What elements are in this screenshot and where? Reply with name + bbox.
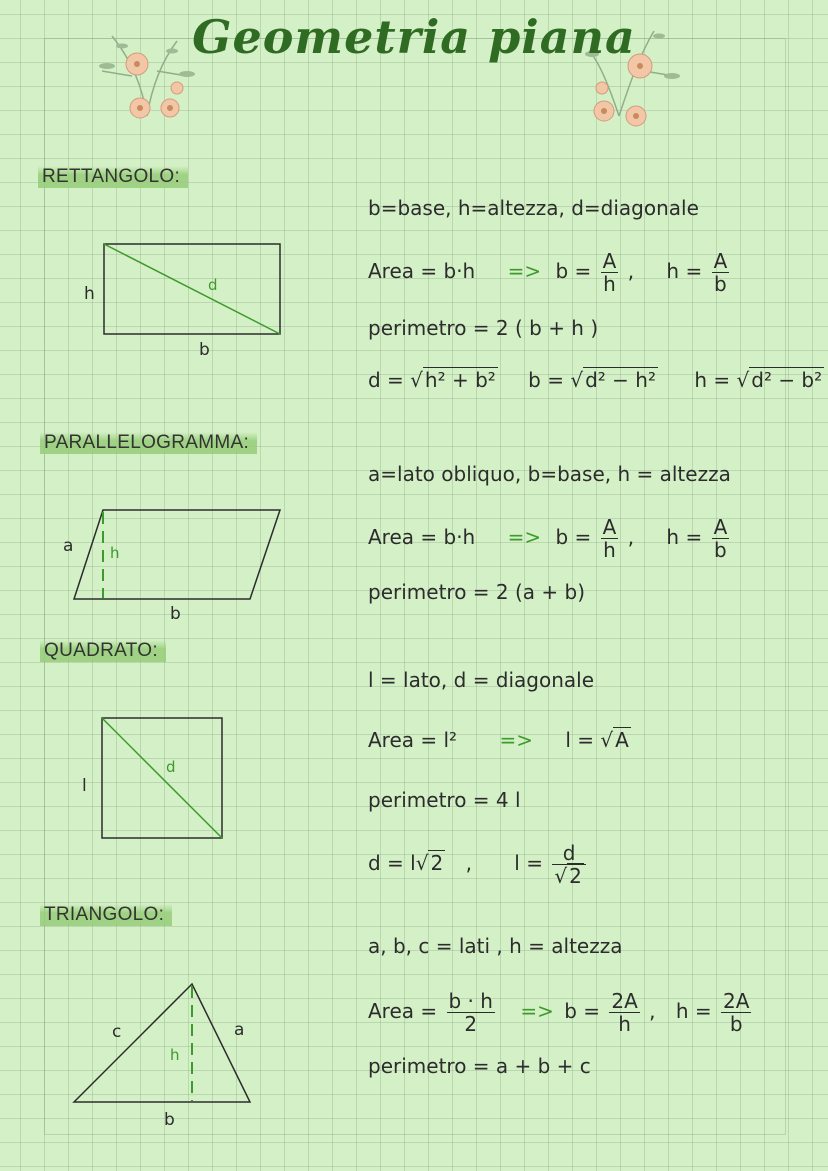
frac-den: b (714, 538, 727, 562)
para-h-label: h (110, 544, 120, 562)
rect-b-formula: b = (528, 368, 571, 392)
rect-perimetro: perimetro = 2 ( b + h ) (368, 316, 599, 340)
tri-area-line (368, 990, 754, 1035)
tri-b-label: b (164, 1110, 175, 1130)
frac-den: √ 2 (554, 864, 582, 888)
rectangle-figure (100, 240, 286, 340)
rect-h-eq: h = (666, 259, 703, 283)
square-l-fraction (552, 842, 585, 887)
square-l-eq2: l = (514, 851, 543, 875)
section-label-rettangolo: RETTANGOLO: (38, 166, 188, 188)
tri-h-fraction (721, 990, 751, 1035)
frac-den: h (603, 272, 616, 296)
para-h-fraction (712, 516, 730, 561)
square-diagonal (102, 718, 222, 838)
square-area-line (368, 728, 631, 752)
sqrt-symbol: √ (736, 368, 750, 392)
triangle-figure (70, 980, 256, 1108)
sqrt-symbol: √ (600, 728, 614, 752)
frac-num: b · h (448, 989, 493, 1013)
rect-d-formula: d = (368, 368, 411, 392)
para-h-eq: h = (666, 525, 703, 549)
tri-c-label: c (112, 1022, 122, 1042)
rect-b-label: b (199, 340, 210, 360)
tri-area: Area = (368, 999, 438, 1023)
square-d-eq: d = l (368, 851, 416, 875)
para-definitions: a=lato obliquo, b=base, h = altezza (368, 462, 731, 486)
parallelogram-outline (74, 510, 280, 599)
rect-b-radicand: d² − h² (585, 368, 656, 392)
square-figure (98, 714, 226, 842)
frac-num: A (713, 515, 728, 539)
rect-area-line (368, 250, 732, 295)
frac-den: h (618, 1012, 631, 1036)
square-l-label: l (82, 776, 87, 796)
frac-den: 2 (464, 1012, 478, 1036)
rect-roots-line (368, 368, 824, 392)
para-arrow: => (507, 525, 542, 549)
frac-num: d (552, 842, 585, 865)
comma: , (627, 259, 635, 283)
rectangle-diagonal (104, 244, 280, 334)
rect-h-label: h (84, 284, 95, 304)
sqrt-symbol: √ (415, 851, 429, 875)
frac-num: 2A (723, 989, 750, 1013)
frac-den: b (714, 272, 727, 296)
tri-arrow: => (520, 999, 554, 1023)
tri-perimetro: perimetro = a + b + c (368, 1054, 591, 1078)
parallelogram-figure (70, 506, 286, 604)
tri-b-fraction (609, 990, 639, 1035)
square-perimetro: perimetro = 4 l (368, 788, 521, 812)
page-title: Geometria piana (192, 10, 636, 64)
square-l-radicand: A (615, 728, 629, 752)
triangle-outline (74, 984, 250, 1102)
para-a-label: a (63, 536, 74, 556)
section-label-parallelogramma: PARALLELOGRAMMA: (40, 432, 257, 454)
tri-h-label: h (170, 1046, 180, 1064)
frac-den: h (603, 538, 616, 562)
rect-h-fraction (712, 250, 730, 295)
rect-h-radicand: d² − b² (751, 368, 823, 392)
rect-d-label: d (208, 276, 218, 294)
tri-area-fraction (447, 990, 495, 1035)
para-b-eq: b = (555, 525, 592, 549)
para-b-fraction (601, 516, 619, 561)
square-d-radicand: 2 (430, 851, 444, 875)
square-l-eq: l = (565, 728, 601, 752)
frac-num: A (713, 249, 728, 273)
tri-h-eq: h = (675, 999, 712, 1023)
tri-a-label: a (234, 1020, 245, 1040)
section-label-triangolo: TRIANGOLO: (40, 904, 172, 926)
sqrt-symbol: √ (410, 368, 423, 392)
frac-num: A (602, 249, 617, 273)
rect-area: Area = b·h (368, 259, 476, 283)
comma: , (649, 999, 656, 1023)
square-area: Area = l² (368, 728, 458, 752)
square-d-label: d (166, 758, 176, 776)
sqrt-symbol: √ (570, 368, 584, 392)
para-area: Area = b·h (368, 525, 476, 549)
frac-den-radicand: 2 (569, 864, 582, 888)
rect-definitions: b=base, h=altezza, d=diagonale (368, 196, 699, 220)
frac-den: b (729, 1012, 743, 1036)
rect-b-eq: b = (555, 259, 592, 283)
para-perimetro: perimetro = 2 (a + b) (368, 580, 586, 604)
rect-b-fraction (601, 250, 619, 295)
rect-h-formula: h = (694, 368, 737, 392)
rect-d-radicand: h² + b² (424, 368, 496, 392)
square-diag-line (368, 842, 589, 887)
tri-definitions: a, b, c = lati , h = altezza (368, 934, 623, 958)
square-arrow: => (499, 728, 533, 752)
frac-num: 2A (611, 989, 638, 1013)
comma: , (465, 851, 472, 875)
tri-b-eq: b = (564, 999, 600, 1023)
square-definitions: l = lato, d = diagonale (368, 668, 595, 692)
rect-arrow: => (507, 259, 542, 283)
para-b-label: b (170, 604, 181, 624)
frac-num: A (602, 515, 617, 539)
comma: , (627, 525, 635, 549)
section-label-quadrato: QUADRATO: (40, 640, 166, 662)
para-area-line (368, 516, 732, 561)
